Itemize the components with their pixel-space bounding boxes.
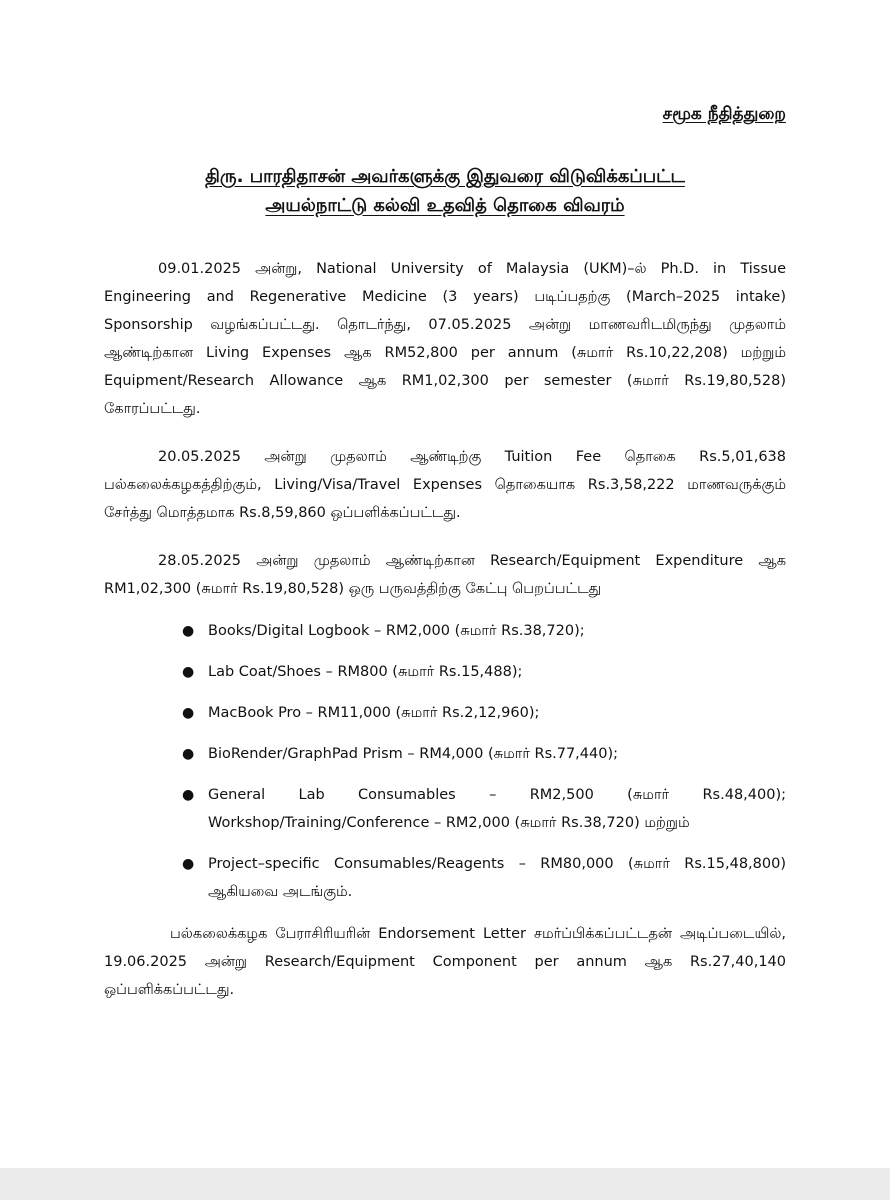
bullet-icon: ● — [182, 705, 195, 721]
paragraph-research-expenditure: 28.05.2025 அன்று முதலாம் ஆண்டிற்கான Research/Equipment Expenditure ஆக RM1,02,300 (சுமார் Rs.19,80,528) ஒரு பருவத்திற்கு கேட்பு பெறப்பட்டது — [104, 553, 786, 597]
bullet-icon: ● — [182, 623, 195, 639]
viewer-bottom-strip — [0, 1168, 890, 1200]
bullet-icon: ● — [182, 787, 195, 803]
paragraph-sponsorship: 09.01.2025 அன்று, National University of Malaysia (UKM)–ல் Ph.D. in Tissue Engineering and Regenerative Medicine (3 years) படிப்பதற்கு (March–2025 intake) Sponsorship வழங்கப்பட்டது. தொடர்ந்து, 07.05.2025 அன்று மாணவரிடமிருந்து முதலாம் ஆண்டிற்கான Living Expenses ஆக RM52,800 per annum (சுமார் Rs.10,22,208) மற்றும் Equipment/Research Allowance ஆக RM1,02,300 per semester (சுமார் Rs.19,80,528) கோரப்பட்டது. — [104, 261, 786, 417]
list-item: ● MacBook Pro – RM11,000 (சுமார் Rs.2,12,960); — [104, 699, 786, 727]
bullet-icon: ● — [182, 746, 195, 762]
paragraph-tuition-fee: 20.05.2025 அன்று முதலாம் ஆண்டிற்கு Tuition Fee தொகை Rs.5,01,638 பல்கலைக்கழகத்திற்கும், Living/Visa/Travel Expenses தொகையாக Rs.3,58,222 மாணவருக்கும் சேர்த்து மொத்தமாக Rs.8,59,860 ஒப்பளிக்கப்பட்டது. — [104, 449, 786, 521]
list-item: ● Books/Digital Logbook – RM2,000 (சுமார் Rs.38,720); — [104, 617, 786, 645]
list-item: ● BioRender/GraphPad Prism – RM4,000 (சுமார் Rs.77,440); — [104, 740, 786, 768]
list-item: ● Project–specific Consumables/Reagents – RM80,000 (சுமார் Rs.15,48,800) ஆகியவை அடங்கும். — [104, 850, 786, 906]
paragraph-endorsement: பல்கலைக்கழக பேராசிரியரின் Endorsement Letter சமர்ப்பிக்கப்பட்டதன் அடிப்படையில், 19.06.2025 அன்று Research/Equipment Component per annum ஆக Rs.27,40,140 ஒப்பளிக்கப்பட்டது. — [104, 926, 786, 998]
list-item: ● Lab Coat/Shoes – RM800 (சுமார் Rs.15,488); — [104, 658, 786, 686]
document-title — [104, 162, 786, 220]
title-line-1: திரு. பாரதிதாசன் அவர்களுக்கு இதுவரை விடுவிக்கப்பட்ட — [205, 166, 685, 187]
expenditure-list — [104, 617, 786, 906]
list-item: ● General Lab Consumables – RM2,500 (சுமார் Rs.48,400); Workshop/Training/Conference – RM2,000 (சுமார் Rs.38,720) மற்றும் — [104, 781, 786, 837]
title-line-2: அயல்நாட்டு கல்வி உதவித் தொகை விவரம் — [265, 195, 625, 216]
bullet-icon: ● — [182, 856, 195, 872]
department-heading: சமூக நீதித்துறை — [662, 104, 786, 124]
bullet-icon: ● — [182, 664, 195, 680]
document-body — [104, 255, 786, 1024]
